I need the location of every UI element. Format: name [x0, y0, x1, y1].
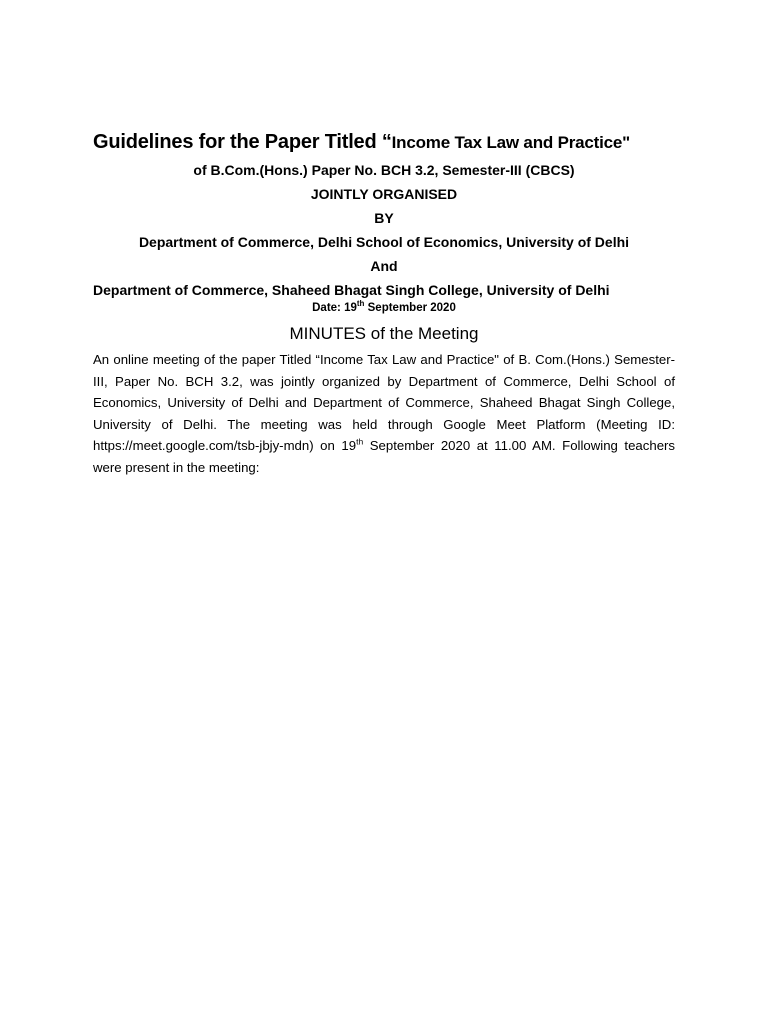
document-header — [93, 128, 675, 363]
organiser-department-2: Department of Commerce, Shaheed Bhagat Singh College, University of Delhi — [93, 282, 610, 298]
document-subtitle: of B.Com.(Hons.) Paper No. BCH 3.2, Semester-III (CBCS) — [193, 162, 575, 178]
date-suffix: September 2020 — [364, 302, 456, 314]
organiser-department-1: Department of Commerce, Delhi School of Economics, University of Delhi — [138, 234, 630, 250]
title-prefix: Guidelines for the Paper Titled “ — [93, 131, 392, 153]
title-paper-name: Income Tax Law and Practice" — [391, 133, 630, 152]
body-date-ordinal: th — [356, 436, 364, 447]
document-title — [93, 128, 675, 157]
body-text-part-2: September 2020 at 11.00 AM. Following teachers were present in the meeting: — [93, 438, 676, 475]
and-label: And — [370, 258, 398, 274]
minutes-body-paragraph — [93, 349, 675, 478]
body-text-part-1: An online meeting of the paper Titled “Income Tax Law and Practice" of B. Com.(Hons.) Semester-III, Paper No. BCH 3.2, was jointly organized by Department of Commerce, Delhi School of Economics, University of Delhi and Department of Commerce, Shaheed Bhagat Singh College, University of Delhi. The meeting was held through Google Meet Platform (Meeting ID: https://meet.google.com/tsb-jbjy-mdn) on 19 — [93, 352, 675, 453]
date-ordinal: th — [356, 299, 365, 309]
jointly-organised-label: JOINTLY ORGANISED — [310, 186, 458, 202]
meeting-date — [93, 301, 675, 315]
minutes-heading: MINUTES of the Meeting — [289, 324, 479, 343]
date-prefix: Date: 19 — [312, 302, 357, 314]
by-label: BY — [374, 210, 394, 226]
